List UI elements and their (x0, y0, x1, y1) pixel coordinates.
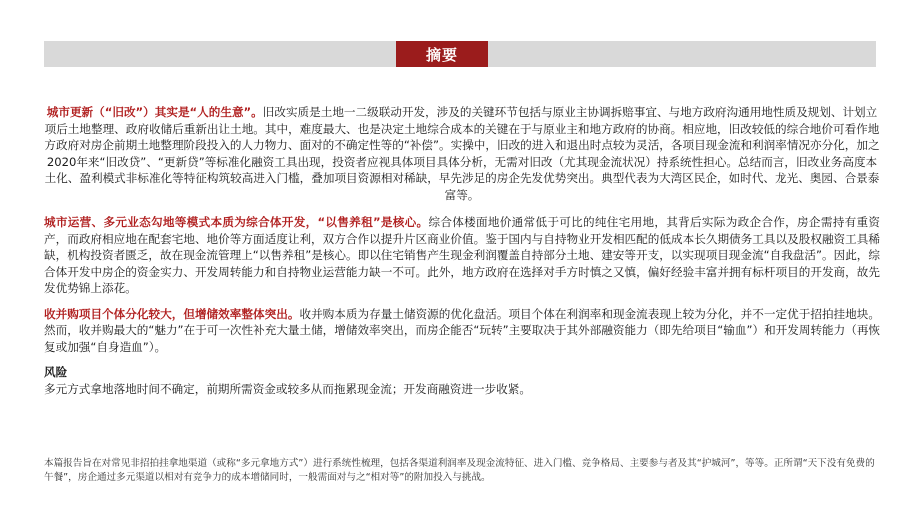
summary-content (44, 104, 880, 397)
paragraph-urban-renewal (44, 104, 880, 203)
paragraph-mergers-acquisitions (44, 306, 880, 356)
footnote: 本篇报告旨在对常见非招拍挂拿地渠道（或称“多元拿地方式”）进行系统性梳理，包括各渠道利润率及现金流特征、进入门槛、竞争格局、主要参与者及其“护城河”，等等。正所谓“天下没有免费的午餐”，房企通过多元渠道以相对有竞争力的成本增储同时，一般需面对与之“相对等”的附加投入与挑战。 (44, 458, 875, 483)
page-title: 摘要 (396, 41, 488, 67)
paragraph-lead: 城市更新（“旧改”）其实是“人的生意”。 (46, 105, 263, 119)
paragraph-body: 综合体楼面地价通常低于可比的纯住宅用地，其背后实际为政企合作，房企需持有重资产，而政府相应地在配套宅地、地价等方面适度让利，双方合作以提升片区商业价值。鉴于国内与自持物业开发相匹配的低成本长久期债务工具以及股权融资工具稀缺，机构投资者匮乏，故在现金流管理上“以售养租”是核心。即以住宅销售产生现金利润覆盖自持部分土地、建安等开支，以实现项目现金流“自我盘活”。因此，综合体开发中房企的资金实力、开发周转能力和自持物业运营能力缺一不可。此外，地方政府在选择对手方时慎之又慎，偏好经验丰富并拥有标杆项目的开发商，故先发优势锦上添花。 (44, 215, 880, 295)
paragraph-complex-development (44, 214, 880, 297)
risk-text: 多元方式拿地落地时间不确定，前期所需资金或较多从而拖累现金流；开发商融资进一步收紧。 (44, 381, 531, 396)
paragraph-body: 收并购本质为存量土储资源的优化盘活。项目个体在利润率和现金流表现上较为分化，并不一定优于招拍挂地块。然而，收并购最大的“魅力”在于可一次性补充大量土储，增储效率突出，而房企能否“玩转”主要取决于其外部融资能力（即先给项目“输血”）和开发周转能力（再恢复或加强“自身造血”）。 (44, 306, 881, 354)
paragraph-body: 旧改实质是土地一二级联动开发，涉及的关键环节包括与原业主协调拆赔事宜、与地方政府沟通用地性质及规划、计划立项后土地整理、政府收储后重新出让土地。其中，难度最大、也是决定土地综合成本的关键在于与原业主和地方政府的协商。相应地，旧改较低的综合地价可看作地方政府对房企前期土地整理阶段投入的人力物力、面对的不确定性等的“补偿”。实操中，旧改的进入和退出时点较为灵活，各项目现金流和利润率情况亦分化，加之2020年来“旧改贷”、“更新贷”等标准化融资工具出现，投资者应视具体项目具体分析，无需对旧改（尤其现金流状况）持系统性担心。总结而言，旧改业务高度本土化、盈利模式非标准化等特征构筑较高进入门槛，叠加项目资源相对稀缺，早先涉足的房企先发优势突出。典型代表为大湾区民企，如时代、龙光、奥园、合景泰富等。 (44, 105, 880, 202)
paragraph-lead: 收并购项目个体分化较大，但增储效率整体突出。 (44, 306, 300, 321)
risk-heading: 风险 (44, 365, 68, 379)
paragraph-lead: 城市运营、多元业态勾地等模式本质为综合体开发，“以售养租”是核心。 (44, 215, 429, 229)
